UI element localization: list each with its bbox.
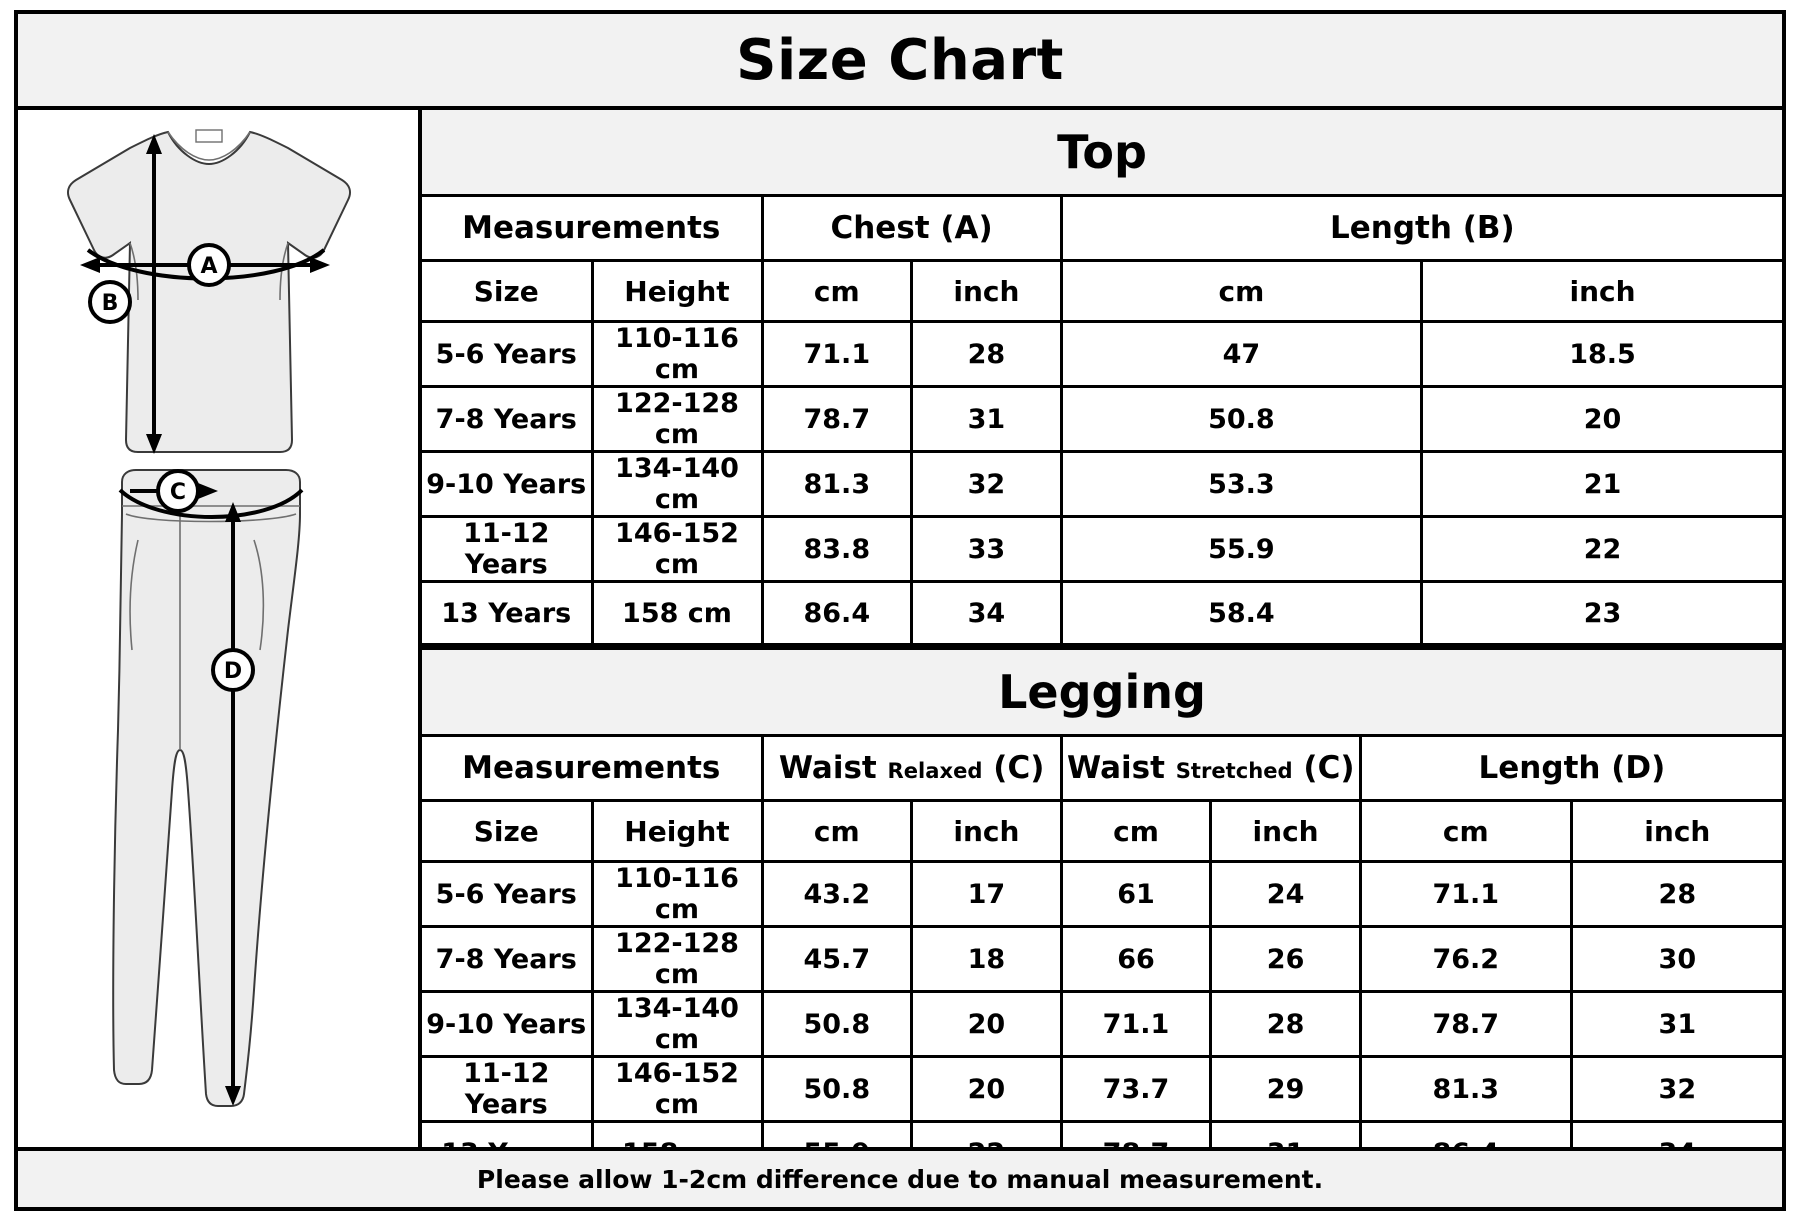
cell-waist-stretched-cm: 61 <box>1061 862 1211 927</box>
column-header-height: Height <box>592 801 762 862</box>
cell-length-cm: 50.8 <box>1061 387 1421 452</box>
cell-chest-inch: 31 <box>912 387 1062 452</box>
column-group-chest: Chest (A) <box>762 197 1061 261</box>
table-row <box>422 452 1782 517</box>
table-row <box>422 927 1782 992</box>
cell-length-inch: 22 <box>1422 517 1782 582</box>
cell-length-inch: 30 <box>1571 927 1782 992</box>
table-row <box>422 862 1782 927</box>
cell-height: 122-128 cm <box>592 927 762 992</box>
cell-length-cm: 47 <box>1061 322 1421 387</box>
cell-length-cm: 81.3 <box>1360 1057 1571 1122</box>
cell-chest-inch: 28 <box>912 322 1062 387</box>
table-row <box>422 992 1782 1057</box>
column-header-length-inch: inch <box>1422 261 1782 322</box>
cell-waist-stretched-cm: 71.1 <box>1061 992 1211 1057</box>
legging-table-wrap <box>422 737 1782 1186</box>
cell-height: 122-128 cm <box>592 387 762 452</box>
cell-height: 110-116 cm <box>592 862 762 927</box>
tables-panel <box>422 110 1782 1147</box>
cell-chest-inch: 34 <box>912 582 1062 645</box>
cell-height: 134-140 cm <box>592 452 762 517</box>
cell-length-inch: 32 <box>1571 1057 1782 1122</box>
top-table-wrap <box>422 197 1782 646</box>
cell-chest-cm: 81.3 <box>762 452 912 517</box>
cell-length-inch: 28 <box>1571 862 1782 927</box>
column-header-length-cm: cm <box>1360 801 1571 862</box>
badge-c-icon <box>158 471 198 511</box>
cell-waist-relaxed-inch: 17 <box>912 862 1062 927</box>
table-row <box>422 1057 1782 1122</box>
cell-chest-inch: 33 <box>912 517 1062 582</box>
cell-height: 146-152 cm <box>592 1057 762 1122</box>
column-group-length: Length (B) <box>1061 197 1782 261</box>
column-header-chest-cm: cm <box>762 261 912 322</box>
cell-length-inch: 21 <box>1422 452 1782 517</box>
cell-height: 110-116 cm <box>592 322 762 387</box>
cell-chest-cm: 86.4 <box>762 582 912 645</box>
cell-waist-stretched-cm: 66 <box>1061 927 1211 992</box>
cell-waist-relaxed-cm: 43.2 <box>762 862 912 927</box>
cell-size: 7-8 Years <box>422 387 592 452</box>
size-chart-frame <box>14 10 1786 1211</box>
cell-length-cm: 58.4 <box>1061 582 1421 645</box>
cell-length-cm: 71.1 <box>1360 862 1571 927</box>
section-title-top: Top <box>422 110 1782 197</box>
cell-length-cm: 76.2 <box>1360 927 1571 992</box>
cell-waist-relaxed-cm: 45.7 <box>762 927 912 992</box>
column-header-size: Size <box>422 261 592 322</box>
column-header-length-inch: inch <box>1571 801 1782 862</box>
cell-size: 5-6 Years <box>422 862 592 927</box>
svg-text:C: C <box>169 480 187 505</box>
cell-height: 146-152 cm <box>592 517 762 582</box>
badge-a-icon <box>189 245 229 285</box>
badge-b-icon <box>90 282 130 322</box>
legging-size-table <box>422 737 1782 1186</box>
table-row <box>422 387 1782 452</box>
cell-chest-cm: 71.1 <box>762 322 912 387</box>
column-group-waist-relaxed: Waist Relaxed (C) <box>762 737 1061 801</box>
cell-waist-stretched-inch: 29 <box>1211 1057 1361 1122</box>
column-group-measurements: Measurements <box>422 197 762 261</box>
table-sub-header-row <box>422 261 1782 322</box>
cell-waist-relaxed-inch: 18 <box>912 927 1062 992</box>
cell-length-cm: 53.3 <box>1061 452 1421 517</box>
cell-length-cm: 55.9 <box>1061 517 1421 582</box>
legging-garment-illustration <box>113 470 300 1106</box>
top-size-table <box>422 197 1782 646</box>
column-header-waist-relaxed-inch: inch <box>912 801 1062 862</box>
column-header-length-cm: cm <box>1061 261 1421 322</box>
svg-text:A: A <box>200 254 218 279</box>
cell-length-inch: 18.5 <box>1422 322 1782 387</box>
cell-waist-relaxed-inch: 20 <box>912 992 1062 1057</box>
cell-size: 7-8 Years <box>422 927 592 992</box>
cell-chest-cm: 83.8 <box>762 517 912 582</box>
cell-length-inch: 20 <box>1422 387 1782 452</box>
garment-diagram <box>18 110 418 1147</box>
footer-note: Please allow 1-2cm difference due to manual measurement. <box>18 1147 1782 1207</box>
column-header-size: Size <box>422 801 592 862</box>
cell-waist-relaxed-cm: 50.8 <box>762 1057 912 1122</box>
page-title: Size Chart <box>18 14 1782 110</box>
cell-waist-stretched-inch: 28 <box>1211 992 1361 1057</box>
table-row <box>422 517 1782 582</box>
cell-height: 158 cm <box>592 582 762 645</box>
cell-waist-relaxed-cm: 50.8 <box>762 992 912 1057</box>
column-header-waist-stretched-inch: inch <box>1211 801 1361 862</box>
cell-size: 9-10 Years <box>422 452 592 517</box>
cell-length-inch: 23 <box>1422 582 1782 645</box>
section-title-legging: Legging <box>422 646 1782 737</box>
cell-size: 13 Years <box>422 582 592 645</box>
cell-waist-stretched-inch: 24 <box>1211 862 1361 927</box>
table-row <box>422 582 1782 645</box>
column-header-waist-stretched-cm: cm <box>1061 801 1211 862</box>
cell-chest-inch: 32 <box>912 452 1062 517</box>
svg-text:D: D <box>223 659 243 684</box>
column-header-waist-relaxed-cm: cm <box>762 801 912 862</box>
cell-length-cm: 78.7 <box>1360 992 1571 1057</box>
cell-waist-relaxed-inch: 20 <box>912 1057 1062 1122</box>
badge-d-icon <box>213 650 253 690</box>
table-row <box>422 322 1782 387</box>
table-sub-header-row <box>422 801 1782 862</box>
column-group-waist-stretched: Waist Stretched (C) <box>1061 737 1360 801</box>
cell-size: 11-12 Years <box>422 517 592 582</box>
table-group-header-row <box>422 737 1782 801</box>
cell-waist-stretched-cm: 73.7 <box>1061 1057 1211 1122</box>
column-header-height: Height <box>592 261 762 322</box>
cell-size: 11-12 Years <box>422 1057 592 1122</box>
cell-chest-cm: 78.7 <box>762 387 912 452</box>
cell-length-inch: 31 <box>1571 992 1782 1057</box>
table-group-header-row <box>422 197 1782 261</box>
garment-illustration-panel <box>18 110 422 1147</box>
column-group-measurements: Measurements <box>422 737 762 801</box>
cell-size: 9-10 Years <box>422 992 592 1057</box>
column-header-chest-inch: inch <box>912 261 1062 322</box>
cell-size: 5-6 Years <box>422 322 592 387</box>
svg-text:B: B <box>101 291 119 316</box>
cell-height: 134-140 cm <box>592 992 762 1057</box>
cell-waist-stretched-inch: 26 <box>1211 927 1361 992</box>
chart-body <box>18 110 1782 1147</box>
column-group-length: Length (D) <box>1360 737 1782 801</box>
